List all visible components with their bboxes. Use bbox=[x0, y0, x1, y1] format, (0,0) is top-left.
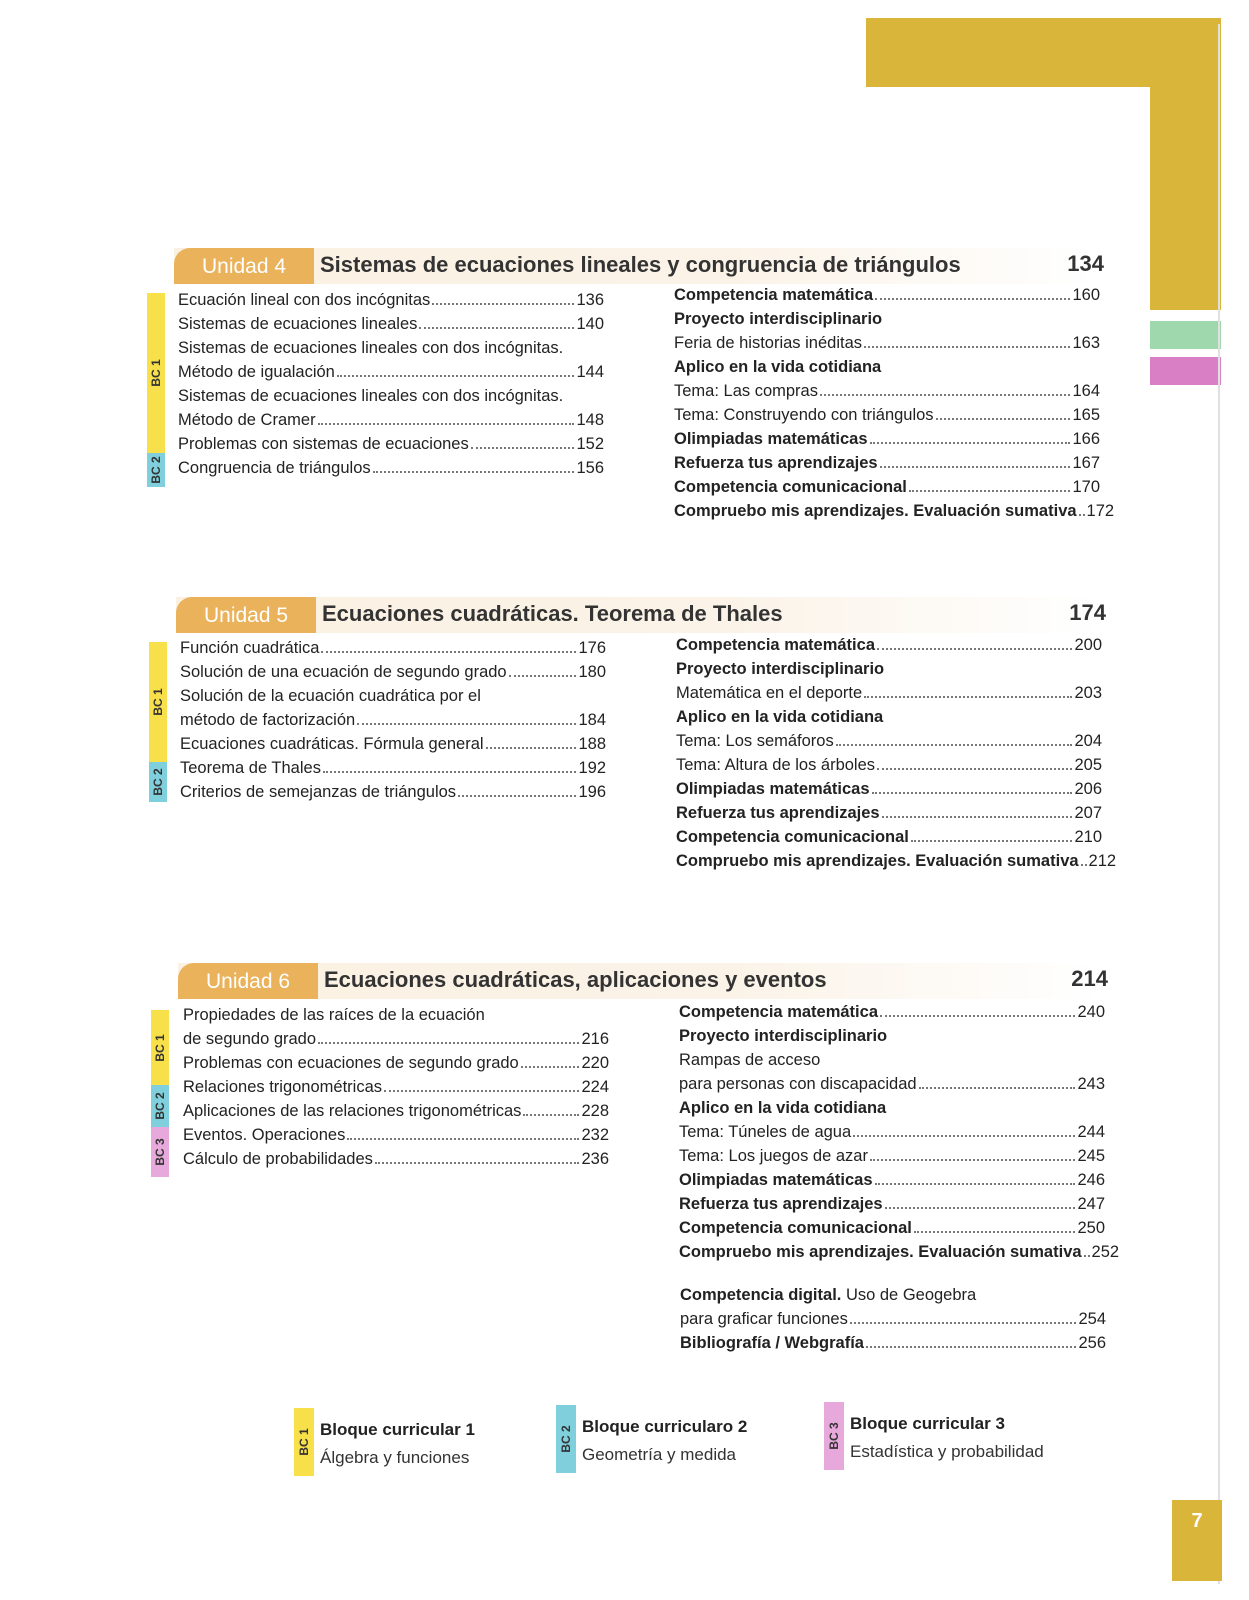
toc-entry-title: Método de Cramer bbox=[178, 411, 316, 429]
toc-entry-title: Cálculo de probabilidades bbox=[183, 1150, 373, 1168]
dot-leader bbox=[880, 466, 1071, 468]
toc-entry bbox=[676, 705, 1102, 729]
dot-leader bbox=[373, 471, 575, 473]
toc-entry bbox=[180, 780, 606, 804]
dot-leader bbox=[1079, 514, 1085, 516]
toc-entry bbox=[679, 1120, 1105, 1144]
toc-entry bbox=[183, 1027, 609, 1051]
unit-4-topics bbox=[178, 288, 604, 480]
unit-label: Unidad 6 bbox=[178, 963, 318, 999]
toc-entry bbox=[679, 1048, 1105, 1072]
toc-entry bbox=[674, 427, 1100, 451]
unit-title: Ecuaciones cuadráticas, aplicaciones y eventos bbox=[324, 967, 827, 992]
toc-entry-title: Sistemas de ecuaciones lineales bbox=[178, 315, 418, 333]
toc-entry-title: Aplico en la vida cotidiana bbox=[674, 358, 882, 376]
toc-entry bbox=[679, 1192, 1105, 1216]
toc-entry-page: 216 bbox=[581, 1030, 609, 1048]
dot-leader bbox=[911, 840, 1073, 842]
toc-entry-title: Tema: Altura de los árboles bbox=[676, 756, 876, 774]
unit-title: Ecuaciones cuadráticas. Teorema de Thales bbox=[322, 601, 783, 626]
dot-leader bbox=[1084, 1255, 1090, 1257]
toc-entry-title: Competencia comunicacional bbox=[674, 478, 907, 496]
toc-entry-page: 247 bbox=[1077, 1195, 1105, 1213]
toc-entry-page: 245 bbox=[1077, 1147, 1105, 1165]
unit-6-topics bbox=[183, 1003, 609, 1171]
toc-entry-title: Método de igualación bbox=[178, 363, 335, 381]
dot-leader bbox=[875, 298, 1070, 300]
toc-entry-title: para personas con discapacidad bbox=[679, 1075, 917, 1093]
toc-entry bbox=[178, 384, 604, 408]
toc-entry-page: 170 bbox=[1072, 478, 1100, 496]
toc-entry-title: Función cuadrática bbox=[180, 639, 320, 657]
toc-entry bbox=[180, 708, 606, 732]
corner-decoration-top bbox=[866, 18, 1221, 87]
toc-entry bbox=[178, 456, 604, 480]
toc-entry bbox=[180, 660, 606, 684]
toc-entry-title: Problemas con ecuaciones de segundo grado bbox=[183, 1054, 519, 1072]
toc-entry-title: Ecuación lineal con dos incógnitas bbox=[178, 291, 431, 309]
toc-entry bbox=[674, 379, 1100, 403]
toc-entry bbox=[674, 283, 1100, 307]
unit-page-number: 174 bbox=[1069, 600, 1106, 625]
pink-tab-decoration bbox=[1150, 357, 1221, 385]
toc-entry-page: 167 bbox=[1072, 454, 1100, 472]
toc-entry-title: Relaciones trigonométricas bbox=[183, 1078, 383, 1096]
toc-entry-title: Sistemas de ecuaciones lineales con dos incógnitas. bbox=[178, 339, 564, 357]
toc-entry bbox=[178, 336, 604, 360]
unit-title: Sistemas de ecuaciones lineales y congruencia de triángulos bbox=[320, 252, 961, 277]
toc-entry-title: Olimpiadas matemáticas bbox=[679, 1171, 873, 1189]
dot-leader bbox=[323, 771, 577, 773]
toc-entry-title: Tema: Construyendo con triángulos bbox=[674, 406, 934, 424]
toc-entry-title: Competencia matemática bbox=[674, 286, 873, 304]
toc-entry-title: Refuerza tus aprendizajes bbox=[676, 804, 880, 822]
toc-entry bbox=[180, 684, 606, 708]
toc-entry-title: Proyecto interdisciplinario bbox=[676, 660, 885, 678]
toc-entry-page: 246 bbox=[1077, 1171, 1105, 1189]
toc-entry bbox=[676, 657, 1102, 681]
toc-entry-title: Aplico en la vida cotidiana bbox=[679, 1099, 887, 1117]
toc-entry-title: Tema: Los juegos de azar bbox=[679, 1147, 868, 1165]
dot-leader bbox=[914, 1231, 1076, 1233]
dot-leader bbox=[880, 1015, 1075, 1017]
toc-entry-page: 232 bbox=[581, 1126, 609, 1144]
toc-entry-title: Criterios de semejanzas de triángulos bbox=[180, 783, 457, 801]
toc-entry-page: 136 bbox=[576, 291, 604, 309]
legend-color-strip: BC 3 bbox=[824, 1402, 844, 1470]
toc-entry bbox=[183, 1147, 609, 1171]
toc-entry-page: 163 bbox=[1072, 334, 1100, 352]
toc-entry bbox=[679, 1216, 1105, 1240]
dot-leader bbox=[875, 1183, 1076, 1185]
dot-leader bbox=[877, 768, 1072, 770]
toc-entry: para graficar funciones 254 bbox=[680, 1310, 1106, 1328]
toc-entry-page: 196 bbox=[578, 783, 606, 801]
legend-color-strip: BC 2 bbox=[556, 1405, 576, 1473]
toc-entry-title: Competencia matemática bbox=[679, 1003, 878, 1021]
toc-entry-page: 243 bbox=[1077, 1075, 1105, 1093]
toc-entry-title: Compruebo mis aprendizajes. Evaluación sumativa bbox=[674, 502, 1077, 520]
toc-entry-page: 224 bbox=[581, 1078, 609, 1096]
toc-entry bbox=[183, 1099, 609, 1123]
dot-leader bbox=[432, 303, 574, 305]
toc-entry-page: 228 bbox=[581, 1102, 609, 1120]
toc-entry-title: Competencia matemática bbox=[676, 636, 875, 654]
toc-entry-title: Congruencia de triángulos bbox=[178, 459, 371, 477]
toc-entry bbox=[676, 729, 1102, 753]
toc-entry-title: Feria de historias inéditas bbox=[674, 334, 863, 352]
toc-entry-page: 152 bbox=[576, 435, 604, 453]
toc-entry-title: Compruebo mis aprendizajes. Evaluación sumativa bbox=[679, 1243, 1082, 1261]
toc-entry-page: 140 bbox=[576, 315, 604, 333]
toc-entry-title: Tema: Los semáforos bbox=[676, 732, 834, 750]
corner-decoration-right bbox=[1150, 87, 1221, 310]
toc-entry-title: Proyecto interdisciplinario bbox=[679, 1027, 888, 1045]
toc-entry bbox=[679, 1144, 1105, 1168]
dot-leader bbox=[523, 1114, 579, 1116]
toc-entry-title: Teorema de Thales bbox=[180, 759, 321, 777]
digital-competence-line: Competencia digital. Uso de Geogebra bbox=[680, 1286, 977, 1304]
dot-leader bbox=[864, 346, 1070, 348]
bc1-strip: BC 1 bbox=[147, 293, 165, 453]
toc-entry-title: Solución de la ecuación cuadrática por el bbox=[180, 687, 481, 705]
dot-leader bbox=[909, 490, 1071, 492]
legend-bc1 bbox=[294, 1408, 514, 1476]
unit-5-topics bbox=[180, 636, 606, 804]
bc3-strip: BC 3 bbox=[151, 1127, 169, 1177]
toc-entry bbox=[674, 451, 1100, 475]
toc-entry: Bibliografía / Webgrafía 256 bbox=[680, 1334, 1106, 1352]
toc-entry bbox=[178, 432, 604, 456]
dot-leader bbox=[384, 1090, 579, 1092]
toc-entry-title: Refuerza tus aprendizajes bbox=[674, 454, 878, 472]
toc-entry-title: Tema: Las compras bbox=[674, 382, 818, 400]
bc2-strip: BC 2 bbox=[147, 453, 165, 487]
bc1-strip: BC 1 bbox=[149, 642, 167, 762]
dot-leader bbox=[919, 1087, 1076, 1089]
toc-entry-page: 160 bbox=[1072, 286, 1100, 304]
dot-leader bbox=[936, 418, 1071, 420]
toc-entry bbox=[676, 801, 1102, 825]
legend-color-strip: BC 1 bbox=[294, 1408, 314, 1476]
dot-leader bbox=[375, 1162, 580, 1164]
toc-entry-page: 180 bbox=[578, 663, 606, 681]
toc-entry bbox=[679, 1072, 1105, 1096]
unit-6-header bbox=[178, 963, 1108, 999]
toc-entry-title: Matemática en el deporte bbox=[676, 684, 863, 702]
dot-leader bbox=[318, 1042, 579, 1044]
toc-entry-title: Eventos. Operaciones bbox=[183, 1126, 346, 1144]
legend-subtitle: Estadística y probabilidad bbox=[850, 1442, 1044, 1461]
toc-entry-page: 156 bbox=[576, 459, 604, 477]
toc-entry bbox=[679, 1240, 1120, 1264]
dot-leader bbox=[509, 675, 577, 677]
legend-bc2 bbox=[556, 1405, 786, 1473]
toc-entry-page: 144 bbox=[576, 363, 604, 381]
dot-leader bbox=[877, 648, 1072, 650]
toc-entry-page: 203 bbox=[1074, 684, 1102, 702]
toc-entry-title: Sistemas de ecuaciones lineales con dos incógnitas. bbox=[178, 387, 564, 405]
toc-entry-title: Problemas con sistemas de ecuaciones bbox=[178, 435, 469, 453]
toc-entry-page: 250 bbox=[1077, 1219, 1105, 1237]
bc2-strip: BC 2 bbox=[149, 762, 167, 802]
legend-title: Bloque curricularo 2 bbox=[582, 1417, 748, 1436]
toc-entry-page: 244 bbox=[1077, 1123, 1105, 1141]
toc-entry bbox=[178, 288, 604, 312]
unit-page-number: 134 bbox=[1067, 251, 1104, 276]
dot-leader bbox=[885, 1207, 1076, 1209]
legend-bc3 bbox=[824, 1402, 1074, 1470]
legend-title: Bloque curricular 1 bbox=[320, 1420, 475, 1439]
unit-page-number: 214 bbox=[1071, 966, 1108, 991]
toc-entry-page: 176 bbox=[578, 639, 606, 657]
toc-entry bbox=[679, 1024, 1105, 1048]
toc-entry bbox=[183, 1051, 609, 1075]
page-number: 7 bbox=[1172, 1500, 1222, 1581]
dot-leader bbox=[347, 1138, 579, 1140]
dot-leader bbox=[836, 744, 1073, 746]
toc-entry bbox=[674, 475, 1100, 499]
toc-entry-title: de segundo grado bbox=[183, 1030, 317, 1048]
toc-entry-title: Proyecto interdisciplinario bbox=[674, 310, 883, 328]
dot-leader bbox=[318, 423, 575, 425]
toc-entry bbox=[674, 499, 1115, 523]
toc-entry-page: 204 bbox=[1074, 732, 1102, 750]
toc-entry-title: Rampas de acceso bbox=[679, 1051, 821, 1069]
toc-entry bbox=[679, 1096, 1105, 1120]
legend-subtitle: Geometría y medida bbox=[582, 1445, 737, 1464]
toc-entry bbox=[180, 636, 606, 660]
bc2-strip: BC 2 bbox=[151, 1085, 169, 1127]
dot-leader bbox=[882, 816, 1073, 818]
toc-entry-page: 164 bbox=[1072, 382, 1100, 400]
toc-entry-page: 220 bbox=[581, 1054, 609, 1072]
toc-entry bbox=[183, 1003, 609, 1027]
unit-6-extras bbox=[680, 1283, 1106, 1355]
toc-entry-page: 206 bbox=[1074, 780, 1102, 798]
toc-entry-page: 252 bbox=[1091, 1243, 1120, 1261]
dot-leader bbox=[870, 1159, 1076, 1161]
toc-entry-page: 200 bbox=[1074, 636, 1102, 654]
dot-leader bbox=[521, 1066, 580, 1068]
page-edge-line bbox=[1218, 24, 1220, 1584]
toc-entry bbox=[676, 849, 1117, 873]
dot-leader bbox=[1081, 864, 1087, 866]
dot-leader bbox=[321, 651, 576, 653]
toc-entry-title: Competencia comunicacional bbox=[679, 1219, 912, 1237]
toc-entry-title: Compruebo mis aprendizajes. Evaluación sumativa bbox=[676, 852, 1079, 870]
toc-entry-title: Competencia comunicacional bbox=[676, 828, 909, 846]
toc-entry-page: 205 bbox=[1074, 756, 1102, 774]
toc-entry bbox=[676, 825, 1102, 849]
toc-entry-title: Tema: Túneles de agua bbox=[679, 1123, 852, 1141]
toc-entry bbox=[183, 1075, 609, 1099]
unit-4-header bbox=[174, 248, 1104, 284]
toc-entry-page: 148 bbox=[576, 411, 604, 429]
bc1-strip: BC 1 bbox=[151, 1010, 169, 1085]
toc-entry bbox=[676, 681, 1102, 705]
dot-leader bbox=[864, 696, 1072, 698]
toc-entry-title: Ecuaciones cuadráticas. Fórmula general bbox=[180, 735, 484, 753]
toc-entry bbox=[178, 360, 604, 384]
toc-entry-title: Aplico en la vida cotidiana bbox=[676, 708, 884, 726]
toc-entry-page: 166 bbox=[1072, 430, 1100, 448]
unit-5-header bbox=[176, 597, 1106, 633]
dot-leader bbox=[853, 1135, 1075, 1137]
toc-entry-page: 184 bbox=[578, 711, 606, 729]
toc-entry bbox=[674, 403, 1100, 427]
toc-entry-page: 192 bbox=[578, 759, 606, 777]
unit-label: Unidad 4 bbox=[174, 248, 314, 284]
dot-leader bbox=[337, 375, 575, 377]
toc-entry-page: 212 bbox=[1088, 852, 1117, 870]
toc-entry-title: Olimpiadas matemáticas bbox=[674, 430, 868, 448]
dot-leader bbox=[357, 723, 576, 725]
unit-6-activities bbox=[679, 1000, 1120, 1264]
toc-entry bbox=[679, 1000, 1105, 1024]
unit-4-activities bbox=[674, 283, 1115, 523]
toc-entry bbox=[674, 307, 1100, 331]
dot-leader bbox=[471, 447, 575, 449]
toc-entry-page: 188 bbox=[578, 735, 606, 753]
legend-subtitle: Álgebra y funciones bbox=[320, 1448, 470, 1467]
toc-entry-title: Solución de una ecuación de segundo grado bbox=[180, 663, 507, 681]
dot-leader bbox=[458, 795, 576, 797]
dot-leader bbox=[419, 327, 574, 329]
toc-entry bbox=[676, 753, 1102, 777]
toc-entry-title: Propiedades de las raíces de la ecuación bbox=[183, 1006, 485, 1024]
toc-entry-page: 236 bbox=[581, 1150, 609, 1168]
toc-entry bbox=[676, 633, 1102, 657]
dot-leader bbox=[872, 792, 1073, 794]
toc-entry bbox=[180, 756, 606, 780]
green-tab-decoration bbox=[1150, 321, 1221, 349]
toc-entry bbox=[178, 408, 604, 432]
toc-entry-page: 165 bbox=[1072, 406, 1100, 424]
toc-entry bbox=[676, 777, 1102, 801]
toc-entry-page: 240 bbox=[1077, 1003, 1105, 1021]
toc-entry-title: método de factorización bbox=[180, 711, 356, 729]
dot-leader bbox=[870, 442, 1071, 444]
toc-entry-title: Olimpiadas matemáticas bbox=[676, 780, 870, 798]
dot-leader bbox=[820, 394, 1070, 396]
toc-entry-title: Aplicaciones de las relaciones trigonométricas bbox=[183, 1102, 522, 1120]
toc-entry bbox=[674, 331, 1100, 355]
legend-title: Bloque curricular 3 bbox=[850, 1414, 1005, 1433]
unit-label: Unidad 5 bbox=[176, 597, 316, 633]
dot-leader bbox=[486, 747, 577, 749]
toc-entry-page: 207 bbox=[1074, 804, 1102, 822]
toc-entry bbox=[180, 732, 606, 756]
toc-entry bbox=[674, 355, 1100, 379]
toc-entry bbox=[178, 312, 604, 336]
unit-5-activities bbox=[676, 633, 1117, 873]
toc-entry-title: Refuerza tus aprendizajes bbox=[679, 1195, 883, 1213]
toc-entry bbox=[183, 1123, 609, 1147]
toc-entry-page: 210 bbox=[1074, 828, 1102, 846]
toc-entry bbox=[679, 1168, 1105, 1192]
toc-entry-page: 172 bbox=[1086, 502, 1115, 520]
